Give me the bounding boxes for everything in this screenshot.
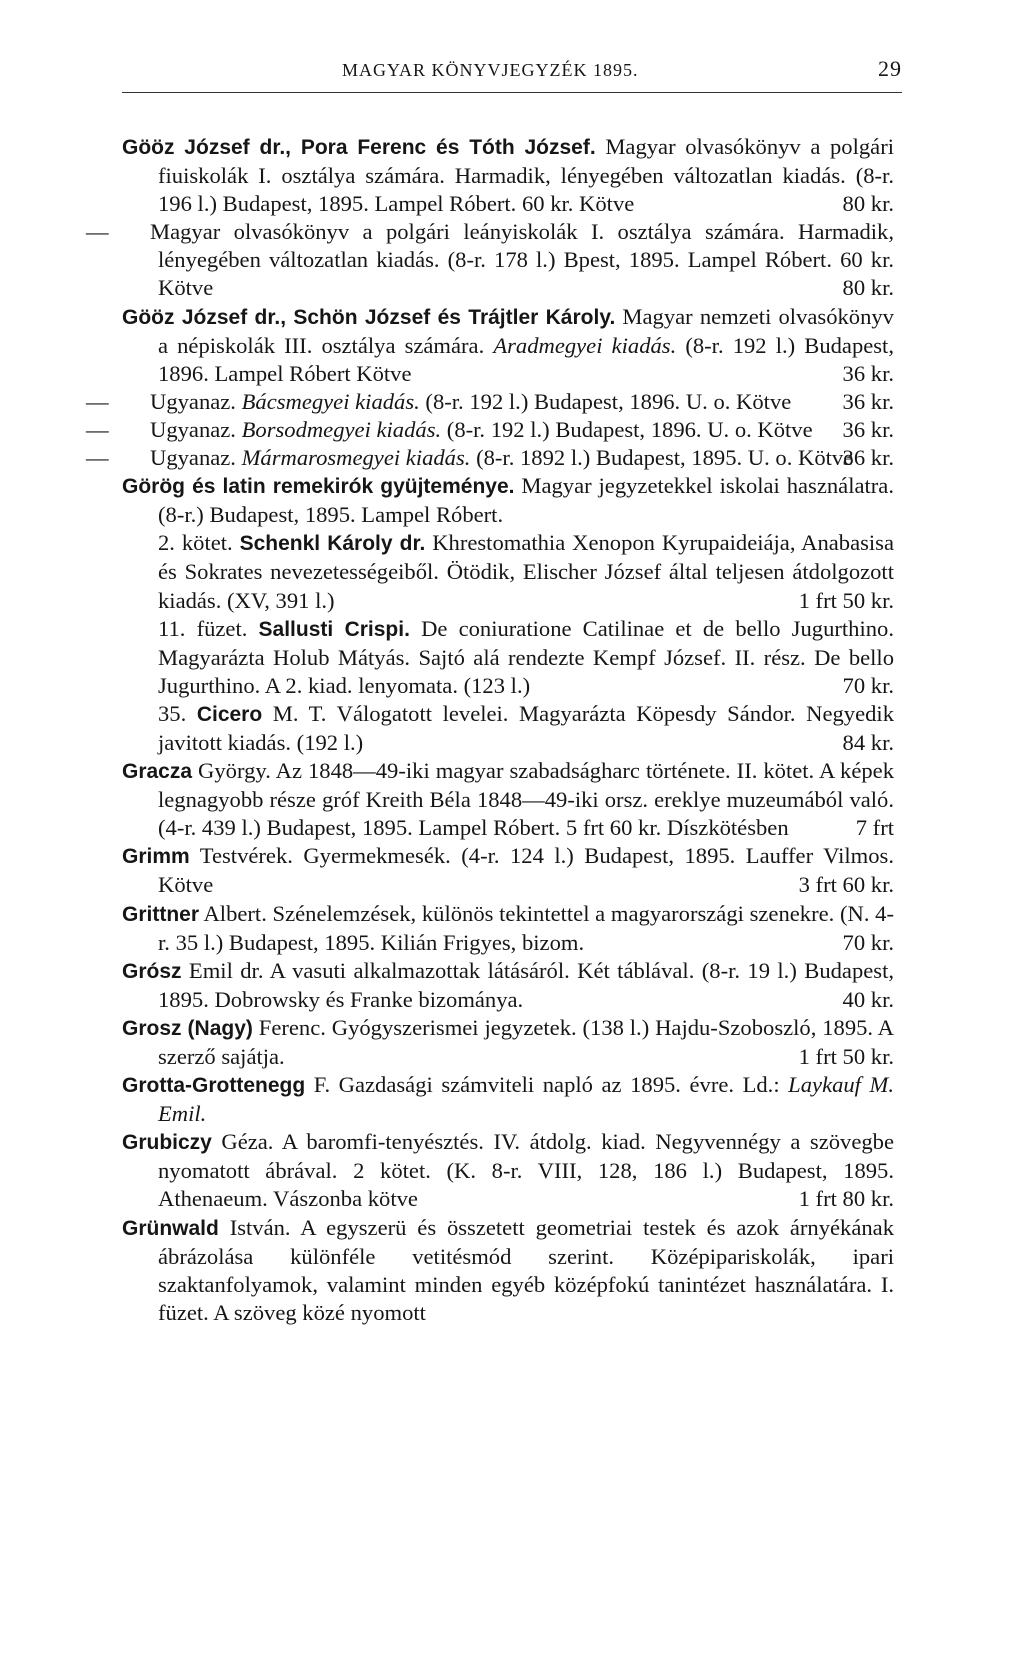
entry-price: 84 kr.	[842, 729, 894, 755]
list-item	[122, 957, 894, 1014]
entry-text: (8-r. 1892 l.) Budapest, 1895. U. o. Kötve	[470, 445, 854, 471]
entry-text: Emil dr. A vasuti alkalmazottak látásáról. Két táblával. (8-r. 19 l.) Budapest, 1895. Dobrowsky és Franke bizománya.	[158, 957, 894, 1012]
entry-author: Grubiczy	[122, 1131, 212, 1155]
entry-price: 80 kr.	[842, 275, 894, 301]
list-item: — Ugyanaz. Bácsmegyei kiadás. (8-r. 192 l.) Budapest, 1896. U. o. Kötve 36 kr.	[122, 388, 894, 416]
entry-lead: 11. füzet.	[158, 615, 259, 641]
header-rule	[122, 92, 902, 93]
entry-price: 1 frt 80 kr.	[798, 1186, 894, 1212]
header-title: MAGYAR KÖNYVJEGYZÉK 1895.	[342, 60, 639, 80]
list-item	[122, 529, 894, 614]
entry-price: 1 frt 50 kr.	[798, 587, 894, 613]
entry-edition: Bácsmegyei kiadás.	[241, 388, 420, 414]
entry-text: Magyar jegyzetekkel iskolai használatra. (8-r.) Budapest, 1895. Lampel Róbert.	[158, 473, 894, 528]
entry-reference: Laykauf M. Emil.	[158, 1072, 894, 1127]
list-item	[122, 472, 894, 529]
entry-text: Magyar nemzeti olvasókönyv a népiskolák III. osztálya számára.	[158, 303, 894, 358]
running-header	[122, 50, 902, 84]
entry-author: Schenkl Károly dr.	[239, 532, 426, 556]
entry-price: 36 kr.	[842, 360, 894, 386]
entry-text: (8-r. 192 l.) Budapest, 1896. Lampel Róbert Kötve	[158, 332, 894, 386]
entry-text: M. T. Válogatott levelei. Magyarázta Köpesdy Sándor. Negyedik javitott kiadás. (192 l.)	[158, 700, 894, 755]
entry-text: Magyar olvasókönyv a polgári leányiskolák I. osztálya számára. Harmadik, lényegében változatlan kiadás. (8-r. 178 l.) Bpest, 1895. Lampel Róbert. 60 kr. Kötve	[150, 219, 894, 301]
entry-text: Géza. A baromfi-tenyésztés. IV. átdolg. kiad. Negyvennégy a szövegbe nyomatott ábrával. 2 kötet. (K. 8-r. VIII, 128, 186 l.) Budapest, 1895. Athenaeum. Vászonba kötve	[158, 1129, 894, 1212]
entry-author: Grünwald	[122, 1216, 219, 1240]
entry-author: Gööz József dr., Schön József és Trájtler Károly.	[122, 305, 616, 329]
entry-text: (8-r. 192 l.) Budapest, 1896. U. o. Kötve	[419, 388, 792, 414]
page-number: 29	[878, 56, 902, 81]
entry-author: Grosz (Nagy)	[122, 1016, 253, 1040]
list-item	[122, 1214, 894, 1327]
entry-author: Gracza	[122, 760, 193, 784]
entry-price: 80 kr.	[842, 191, 894, 217]
entry-author: Grósz	[122, 959, 182, 983]
entry-text: György. Az 1848—49-iki magyar szabadságharc története. II. kötet. A képek legnagyobb része gróf Kreith Béla 1848—49-iki orsz. ereklye muzeumából való. (4-r. 439 l.) Budapest, 1895. Lampel Róbert. 5 frt 60 kr. Díszkötésben	[158, 758, 894, 841]
list-item: — Magyar olvasókönyv a polgári leányiskolák I. osztálya számára. Harmadik, lényegében változatlan kiadás. (8-r. 178 l.) Bpest, 1895. Lampel Róbert. 60 kr. Kötve 80 kr.	[122, 218, 894, 302]
entry-text: Albert. Szénelemzések, különös tekintettel a magyarországi szenekre. (N. 4-r. 35 l.) Budapest, 1895. Kilián Frigyes, bizom.	[158, 900, 894, 955]
entry-text: Ugyanaz.	[150, 388, 242, 414]
entry-author: Grotta-Grottenegg	[122, 1074, 306, 1098]
entry-text: (8-r. 192 l.) Budapest, 1896. U. o. Kötve	[441, 416, 813, 442]
entry-price: 36 kr.	[842, 445, 894, 471]
entry-price: 3 frt 60 kr.	[798, 872, 894, 898]
list-item	[122, 615, 894, 700]
entry-author: Görög és latin remekirók gyüjteménye.	[122, 475, 515, 499]
entry-lead: 35.	[158, 700, 197, 726]
list-item	[122, 700, 894, 757]
entry-text: Khrestomathia Xenopon Kyrupaideiája, Anabasisa és Sokrates nevezetességeiből. Ötödik, Elischer József által teljesen átdolgozott kiadás. (XV, 391 l.)	[158, 530, 894, 613]
entry-author: Gööz József dr., Pora Ferenc és Tóth József.	[122, 136, 596, 159]
list-item	[122, 757, 894, 842]
entry-price: 70 kr.	[842, 672, 894, 698]
list-item	[122, 900, 894, 957]
list-item	[122, 1071, 894, 1128]
entry-author: Grittner	[122, 902, 200, 926]
list-item	[122, 303, 894, 388]
entry-text: De coniuratione Catilinae et de bello Jugurthino. Magyarázta Holub Mátyás. Sajtó alá rendezte Kempf József. II. rész. De bello Jugurthino. A 2. kiad. lenyomata. (123 l.)	[158, 615, 894, 698]
entry-edition: Mármarosmegyei kiadás.	[241, 445, 471, 471]
entry-text: István. A egyszerü és összetett geometriai testek és azok árnyékának ábrázolása különféle vetitésmód szerint. Középipariskolák, ipari szaktanfolyamok, valamint minden egyéb középfokú tanintézet használatára. I. füzet. A szöveg közé nyomott	[158, 1214, 894, 1325]
entry-price: 70 kr.	[842, 929, 894, 955]
entry-edition: Aradmegyei kiadás.	[493, 332, 677, 358]
entry-text: Ugyanaz.	[150, 445, 242, 471]
entry-text: Testvérek. Gyermekmesék. (4-r. 124 l.) Budapest, 1895. Lauffer Vilmos. Kötve	[158, 843, 894, 898]
bibliography-entries	[86, 133, 895, 1327]
entry-author: Grimm	[122, 845, 190, 869]
entry-price: 40 kr.	[842, 986, 894, 1012]
entry-price: 36 kr.	[842, 416, 894, 442]
entry-text: F. Gazdasági számviteli napló az 1895. évre. Ld.:	[305, 1072, 789, 1098]
entry-text: Magyar olvasókönyv a polgári fiuiskolák I. osztálya számára. Harmadik, lényegében változatlan kiadás. (8-r. 196 l.) Budapest, 1895. Lampel Róbert. 60 kr. Kötve	[158, 134, 895, 217]
list-item	[122, 1128, 894, 1213]
list-item	[122, 842, 894, 899]
list-item	[122, 1014, 894, 1071]
entry-author: Sallusti Crispi.	[258, 617, 410, 641]
entry-edition: Borsodmegyei kiadás.	[241, 416, 442, 442]
entry-author: Cicero	[196, 702, 263, 726]
list-item	[122, 133, 894, 218]
entry-price: 36 kr.	[842, 388, 894, 414]
entry-price: 7 frt	[855, 815, 894, 841]
entry-price: 1 frt 50 kr.	[798, 1044, 894, 1069]
list-item: — Ugyanaz. Mármarosmegyei kiadás. (8-r. 1892 l.) Budapest, 1895. U. o. Kötve 36 kr.	[122, 444, 894, 472]
entry-text: Ugyanaz.	[150, 416, 242, 442]
list-item: — Ugyanaz. Borsodmegyei kiadás. (8-r. 192 l.) Budapest, 1896. U. o. Kötve 36 kr.	[122, 416, 894, 444]
entry-text: Ferenc. Gyógyszerismei jegyzetek. (138 l.) Hajdu-Szoboszló, 1895. A szerző sajátja.	[158, 1014, 894, 1069]
entry-lead: 2. kötet.	[158, 530, 240, 556]
